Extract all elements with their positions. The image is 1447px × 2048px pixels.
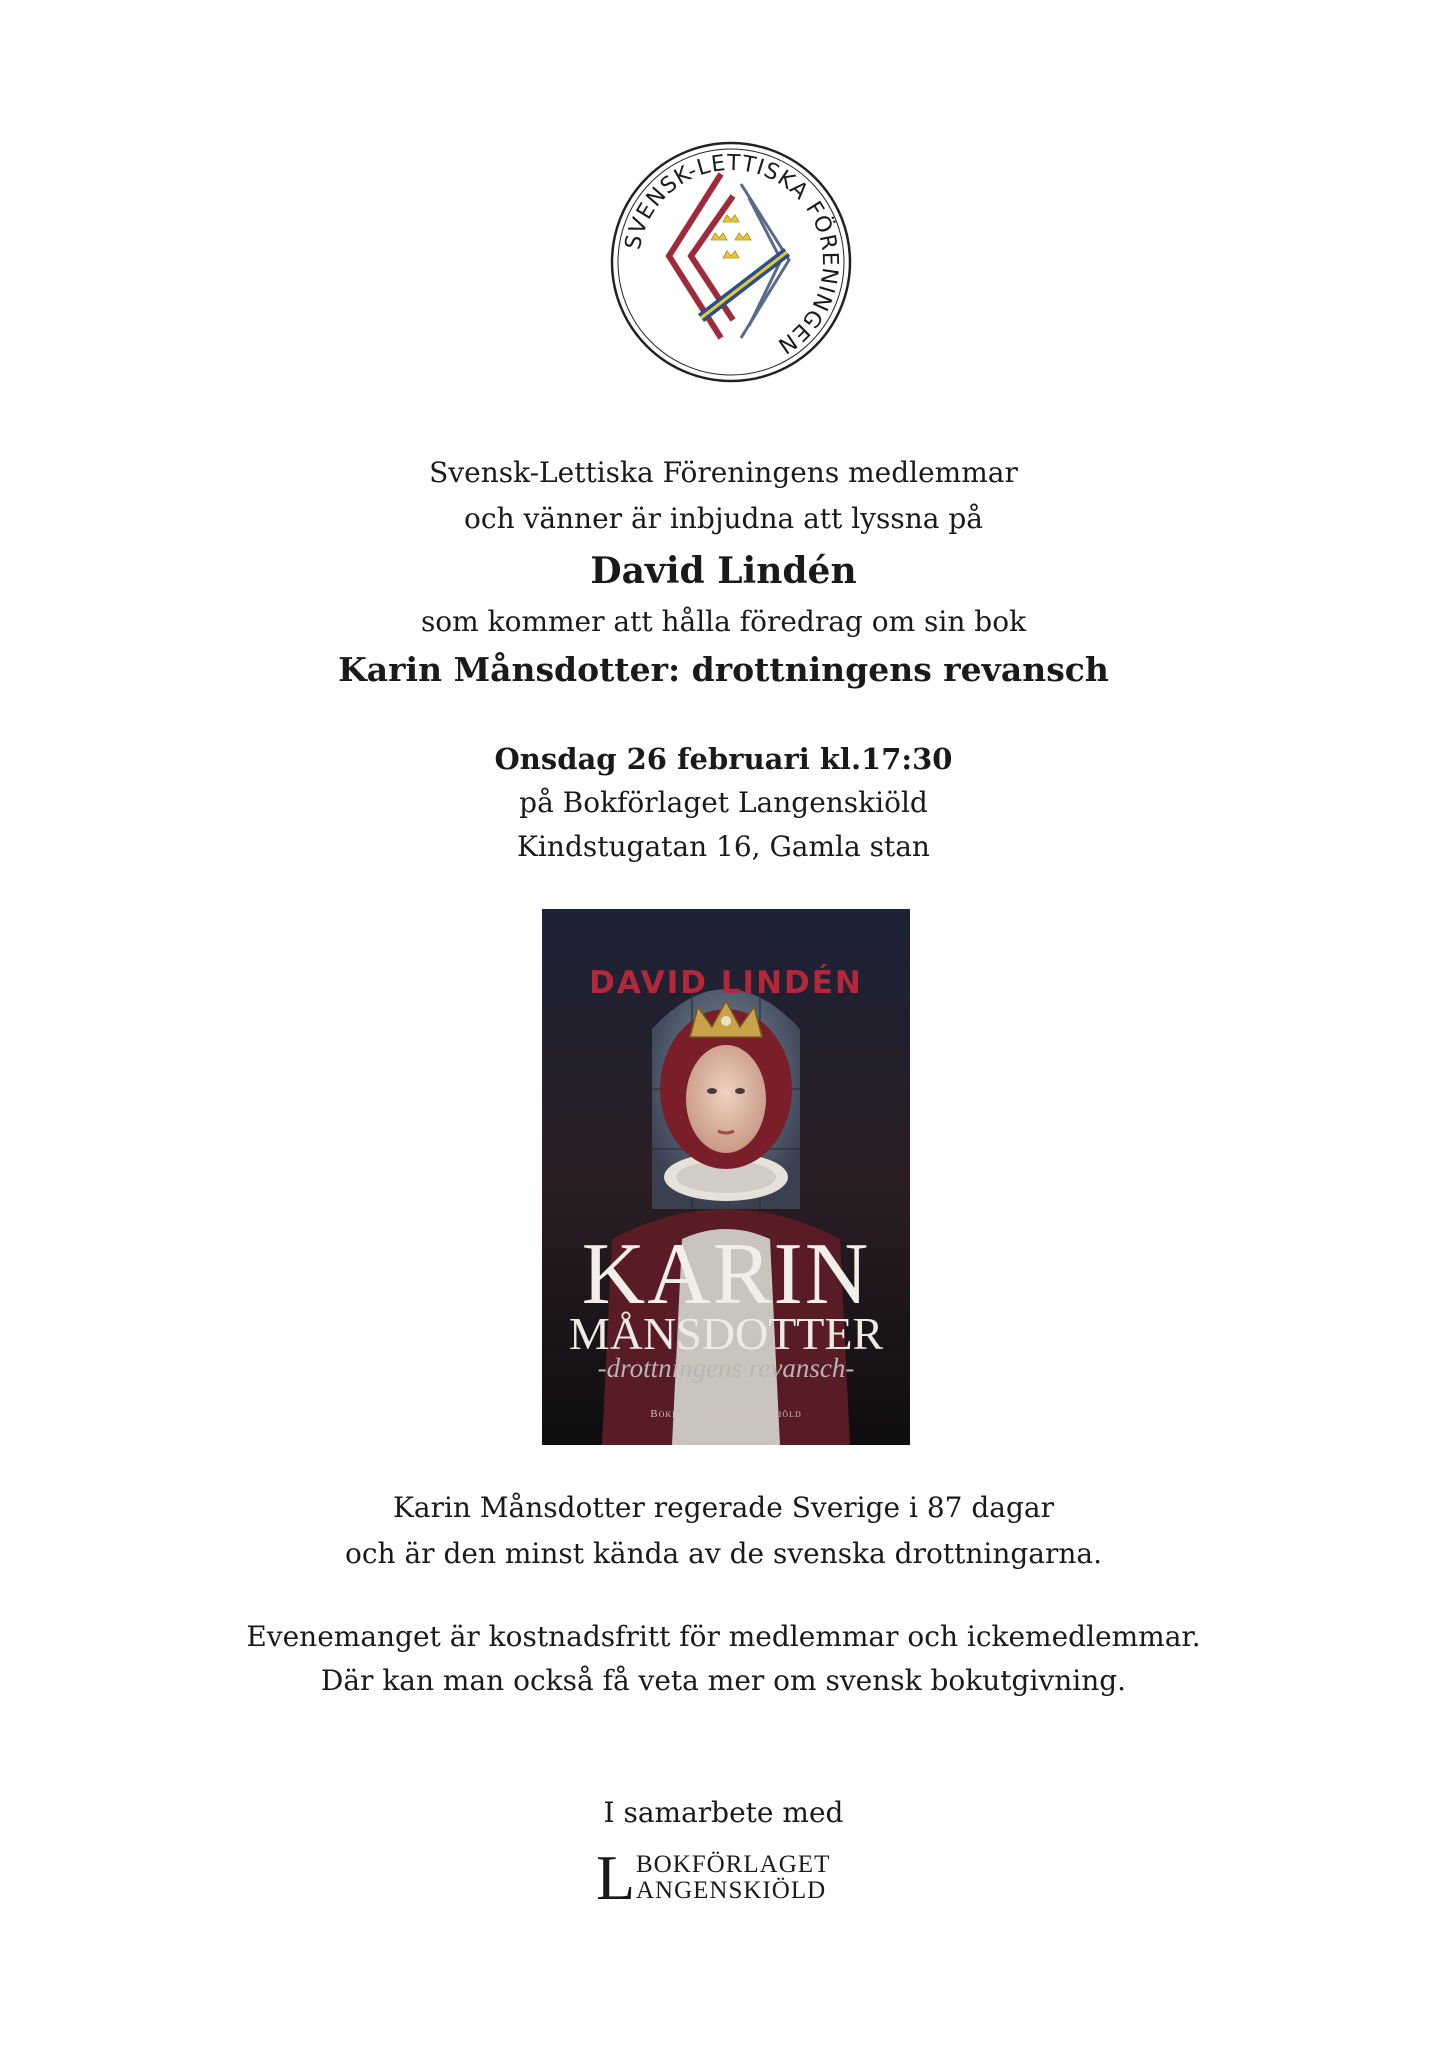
cover-publisher: Bokförlaget Langenskiöld: [650, 1408, 802, 1420]
invitation-line-3: som kommer att hålla föredrag om sin bok: [420, 605, 1027, 638]
publisher-logo-line-2: ANGENSKIÖLD: [636, 1877, 827, 1904]
collaboration-label: I samarbete med: [603, 1796, 844, 1829]
description-line-1: Karin Månsdotter regerade Sverige i 87 dagar: [392, 1491, 1055, 1524]
speaker-name: David Lindén: [590, 550, 857, 592]
event-datetime: Onsdag 26 februari kl.17:30: [494, 742, 953, 776]
info-line-2: Där kan man också få veta mer om svensk bokutgivning.: [320, 1664, 1127, 1697]
logo-ring-text: SVENSK-LETTISKA FÖRENINGEN: [620, 150, 843, 359]
description-line-2: och är den minst kända av de svenska drottningarna.: [345, 1537, 1102, 1570]
association-logo: [607, 138, 855, 386]
info-line-1: Evenemanget är kostnadsfritt för medlemmar och ickemedlemmar.: [246, 1620, 1201, 1653]
cover-subtitle: -drottningens revansch-: [597, 1353, 855, 1383]
invitation-line-2: och vänner är inbjudna att lyssna på: [464, 502, 983, 535]
invitation-line-1: Svensk-Lettiska Föreningens medlemmar: [429, 456, 1018, 489]
cover-title-line-1: KARIN: [581, 1226, 871, 1323]
publisher-logo-line-1: BOKFÖRLAGET: [636, 1851, 831, 1878]
book-cover-image: [542, 909, 910, 1445]
book-title: Karin Månsdotter: drottningens revansch: [338, 650, 1109, 689]
cover-title-line-2: MÅNSDOTTER: [568, 1308, 884, 1359]
cover-author: DAVID LINDÉN: [589, 965, 863, 1001]
event-venue: på Bokförlaget Langenskiöld: [519, 786, 928, 819]
event-address: Kindstugatan 16, Gamla stan: [517, 830, 930, 863]
publisher-logo: [596, 1842, 856, 1913]
publisher-logo-initial: L: [596, 1842, 636, 1913]
